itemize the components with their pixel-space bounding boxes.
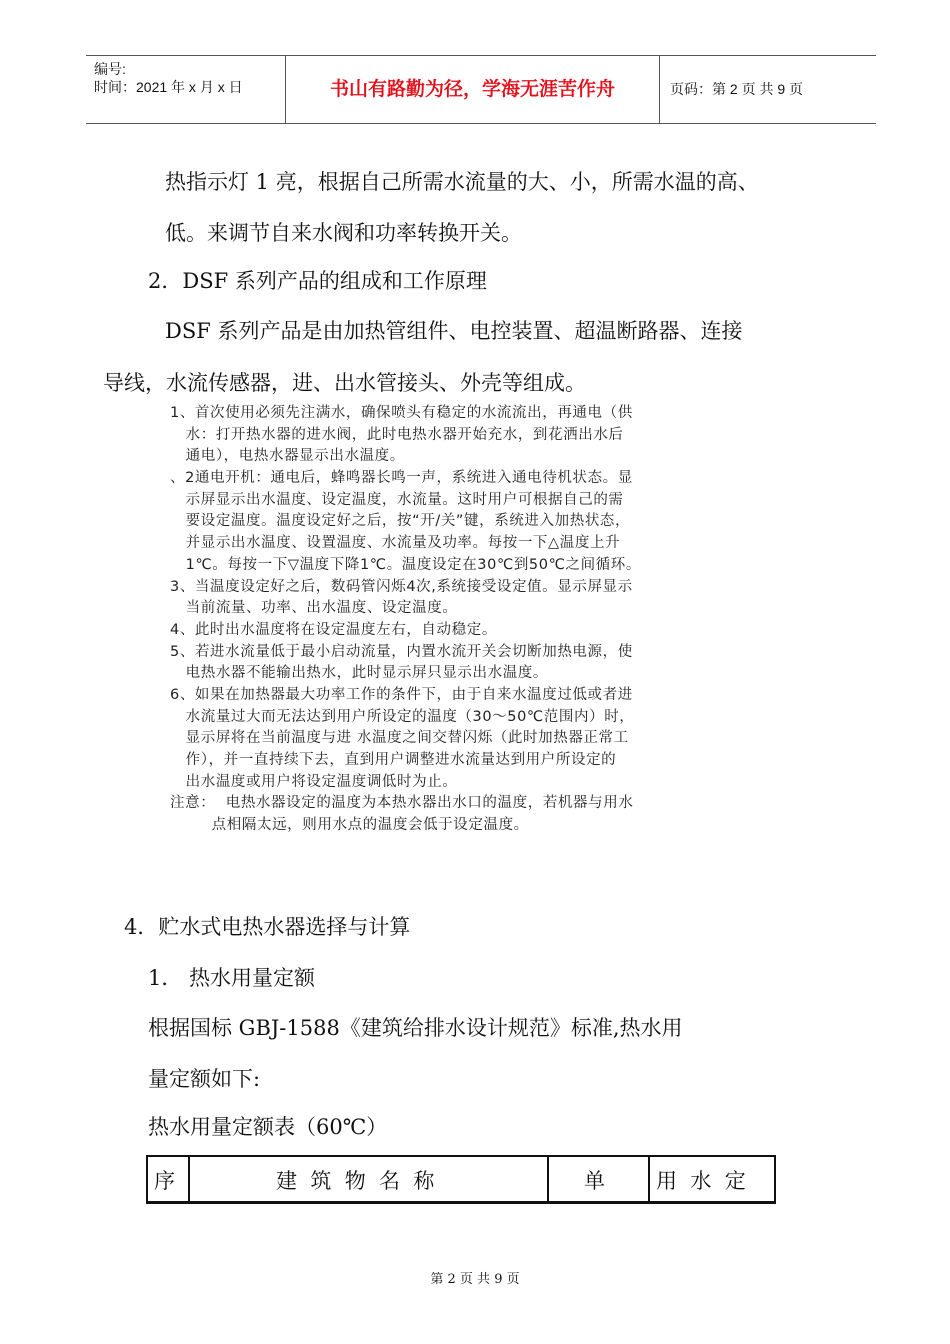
- figure-line: 1℃。每按一下▽温度下降1℃。温度设定在30℃到50℃之间循环。: [170, 556, 641, 573]
- figure-line: 出水温度或用户将设定温度调低时为止。: [170, 773, 458, 790]
- header-meta: [94, 60, 284, 96]
- page-footer: 第 2 页 共 9 页: [430, 1272, 520, 1287]
- table-column-divider: [648, 1157, 650, 1201]
- document-number-label: 编号:: [94, 61, 126, 77]
- figure-line: 4、此时出水温度将在设定温度左右，自动稳定。: [170, 621, 497, 638]
- paragraph-line: 量定额如下:: [148, 1067, 261, 1091]
- figure-line: 水流量过大而无法达到用户所设定的温度（30～50℃范围内）时，: [170, 708, 635, 725]
- page-header: [86, 55, 876, 124]
- header-motto: 书山有路勤为径，学海无涯苦作舟: [329, 78, 615, 100]
- figure-line: 当前流量、功率、出水温度、设定温度。: [170, 600, 458, 617]
- figure-line: 3、当温度设定好之后，数码管闪烁4次,系统接受设定值。显示屏显示: [170, 578, 633, 595]
- figure-line: 5、若进水流量低于最小启动流量，内置水流开关会切断加热电源，使: [170, 643, 633, 660]
- table-header-cell: 建 筑 物 名 称: [276, 1169, 435, 1193]
- figure-line: 要设定温度。温度设定好之后，按“开/关”键，系统进入加热状态，: [170, 513, 631, 530]
- figure-line: 6、如果在加热器最大功率工作的条件下，由于自来水温度过低或者进: [170, 686, 633, 703]
- paragraph-line: 导线，水流传感器，进、出水管接头、外壳等组成。: [103, 371, 586, 395]
- figure-line: 显示屏将在当前温度与进 水温度之间交替闪烁（此时加热器正常工: [170, 730, 629, 747]
- section-heading: 2．DSF 系列产品的组成和工作原理: [148, 269, 487, 293]
- figure-line: 1、首次使用必须先注满水，确保喷头有稳定的水流流出，再通电（供: [170, 405, 633, 421]
- figure-line: 注意： 电热水器设定的温度为本热水器出水口的温度，若机器与用水: [170, 795, 634, 812]
- subsection-heading: 1． 热水用量定额: [148, 966, 316, 990]
- water-quota-table: [146, 1155, 776, 1204]
- paragraph-line: 根据国标 GBJ-1588《建筑给排水设计规范》标准,热水用: [148, 1016, 683, 1040]
- table-header-cell: 序: [154, 1169, 175, 1193]
- figure-line: 作），并一直持续下去，直到用户调整进水流量达到用户所设定的: [170, 752, 617, 768]
- table-column-divider: [547, 1157, 549, 1201]
- paragraph-line: 热指示灯 1 亮，根据自己所需水流量的大、小，所需水温的高、: [165, 170, 759, 194]
- figure-line: 并显示出水温度、设置温度、水流量及功率。每按一下△温度上升: [170, 535, 621, 552]
- header-page-info: 页码：第 2 页 共 9 页: [670, 81, 804, 97]
- document-time-label: 时间：2021 年 x 月 x 日: [94, 79, 243, 95]
- instructions-figure: [170, 403, 810, 837]
- figure-line: 点相隔太远，则用水点的温度会低于设定温度。: [170, 817, 529, 834]
- table-header-cell: 用 水 定: [656, 1169, 746, 1193]
- table-header-cell: 单: [584, 1169, 605, 1193]
- figure-line: 示屏显示出水温度、设定温度，水流量。这时用户可根据自己的需: [170, 491, 624, 508]
- header-divider: [659, 56, 660, 123]
- figure-line: 水：打开热水器的进水阀，此时电热水器开始充水，到花洒出水后: [170, 426, 624, 443]
- table-caption: 热水用量定额表（60℃）: [148, 1115, 388, 1139]
- table-column-divider: [188, 1157, 190, 1201]
- paragraph-line: 低。来调节自来水阀和功率转换开关。: [165, 221, 522, 245]
- figure-line: 通电），电热水器显示出水温度。: [170, 448, 405, 465]
- paragraph-line: DSF 系列产品是由加热管组件、电控装置、超温断路器、连接: [165, 319, 743, 343]
- section-heading: 4．贮水式电热水器选择与计算: [124, 915, 411, 939]
- figure-line: 电热水器不能输出热水，此时显示屏只显示出水温度。: [170, 665, 549, 682]
- figure-line: 、2通电开机：通电后，蜂鸣器长鸣一声，系统进入通电待机状态。显: [170, 470, 633, 487]
